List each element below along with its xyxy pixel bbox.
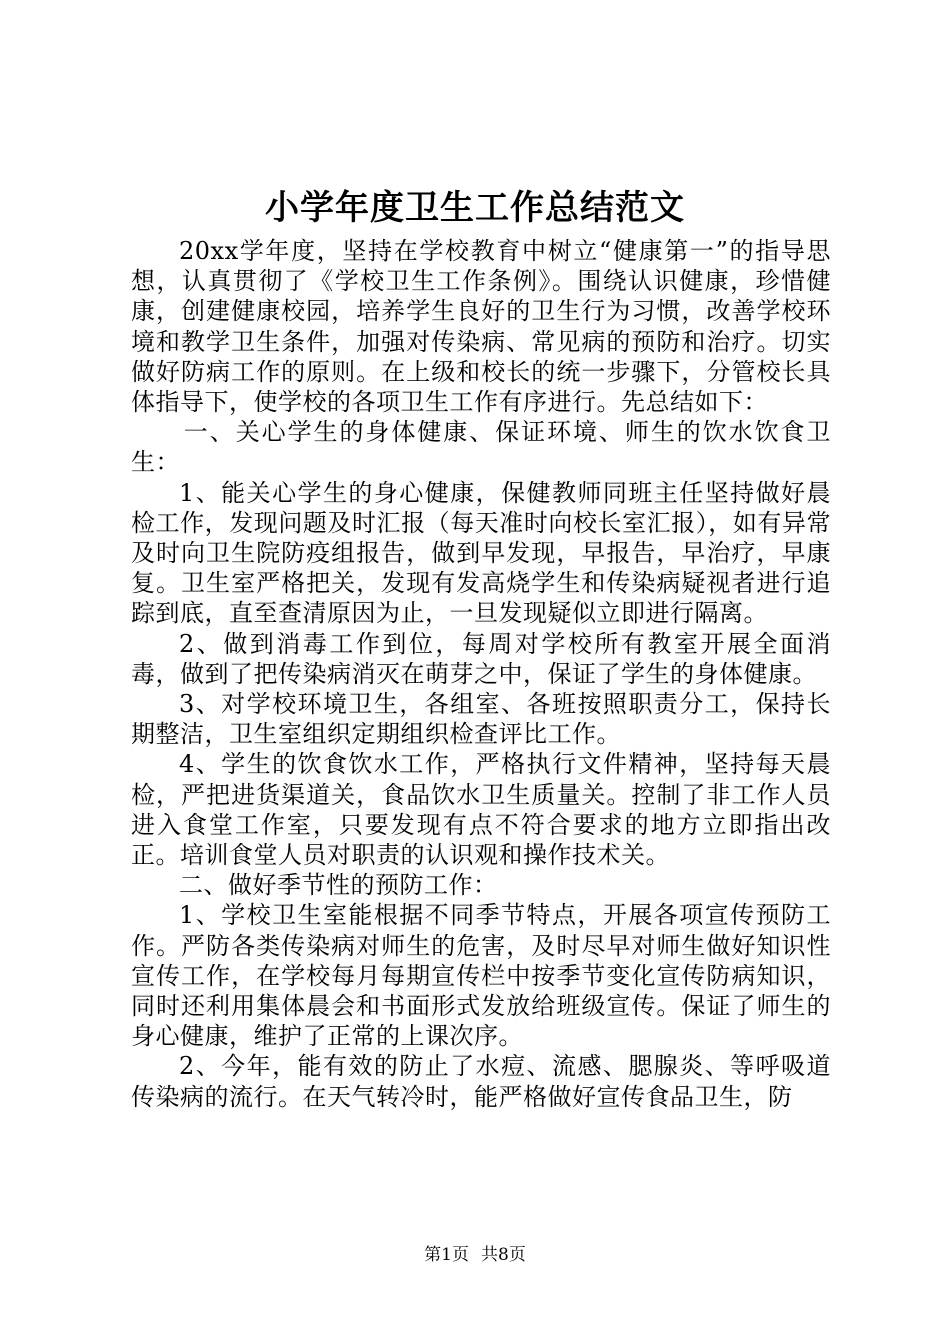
document-body	[131, 236, 831, 1112]
section-heading-2: 二、做好季节性的预防工作：	[179, 871, 498, 900]
paragraph-1-3: 3、对学校环境卫生，各组室、各班按照职责分工，保持长期整洁，卫生室组织定期组织检查评比工作。	[131, 690, 831, 749]
document-title: 小学年度卫生工作总结范文	[265, 188, 685, 228]
page-footer	[0, 1244, 950, 1266]
page-total: 共8页	[481, 1245, 526, 1265]
section-heading-1: 一、关心学生的身体健康、保证环境、师生的饮水饮食卫生：	[131, 418, 831, 477]
page-number: 第1页	[424, 1245, 469, 1265]
paragraph-2-1: 1、学校卫生室能根据不同季节特点，开展各项宣传预防工作。严防各类传染病对师生的危害，及时尽早对师生做好知识性宣传工作，在学校每月每期宣传栏中按季节变化宣传防病知识，同时还利用集体晨会和书面形式发放给班级宣传。保证了师生的身心健康，维护了正常的上课次序。	[131, 901, 831, 1051]
paragraph-intro: 20xx学年度，坚持在学校教育中树立“健康第一”的指导思想，认真贯彻了《学校卫生工作条例》。围绕认识健康，珍惜健康，创建健康校园，培养学生良好的卫生行为习惯，改善学校环境和教学卫生条件，加强对传染病、常见病的预防和治疗。切实做好防病工作的原则。在上级和校长的统一步骤下，分管校长具体指导下，使学校的各项卫生工作有序进行。先总结如下：	[131, 237, 831, 417]
paragraph-2-2: 2、今年，能有效的防止了水痘、流感、腮腺炎、等呼吸道传染病的流行。在天气转冷时，能严格做好宣传食品卫生，防	[131, 1052, 831, 1111]
paragraph-1-1: 1、能关心学生的身心健康，保健教师同班主任坚持做好晨检工作，发现问题及时汇报（每天准时向校长室汇报），如有异常及时向卫生院防疫组报告，做到早发现，早报告，早治疗，早康复。卫生室严格把关，发现有发高烧学生和传染病疑视者进行追踪到底，直至查清原因为止，一旦发现疑似立即进行隔离。	[131, 478, 831, 628]
paragraph-1-4: 4、学生的饮食饮水工作，严格执行文件精神，坚持每天晨检，严把进货渠道关，食品饮水卫生质量关。控制了非工作人员进入食堂工作室，只要发现有点不符合要求的地方立即指出改正。培训食堂人员对职责的认识观和操作技术关。	[131, 750, 831, 870]
paragraph-1-2: 2、做到消毒工作到位，每周对学校所有教室开展全面消毒，做到了把传染病消灭在萌芽之中，保证了学生的身体健康。	[131, 629, 831, 688]
